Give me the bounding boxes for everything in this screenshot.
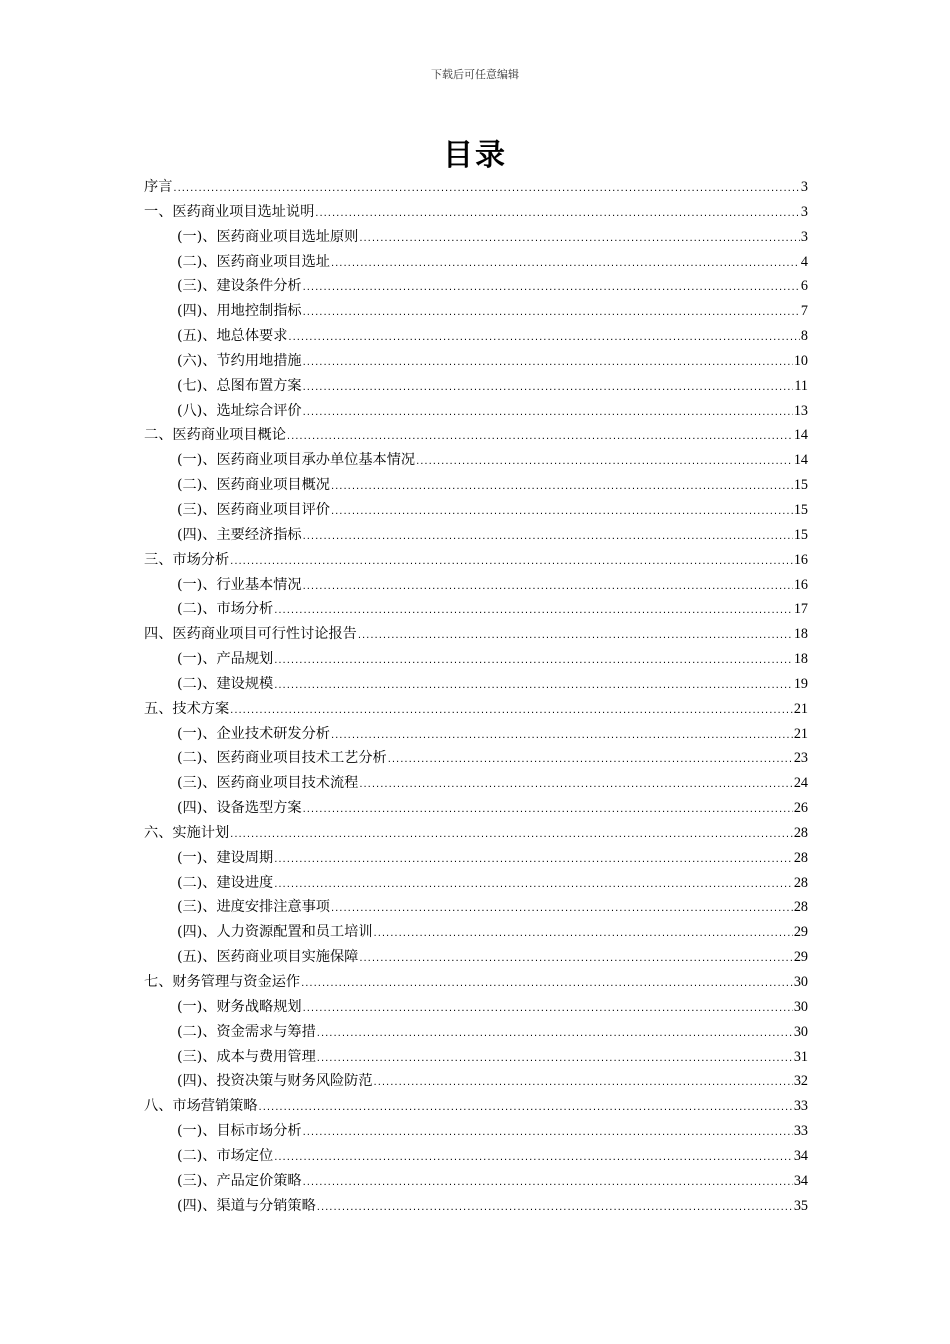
toc-entry[interactable] [144,324,808,349]
toc-entry-label[interactable]: (一)、企业技术研发分析 [177,725,330,742]
table-of-contents [144,175,808,1218]
toc-entry-page-number[interactable]: 30 [793,1023,808,1040]
toc-entry[interactable] [144,498,808,523]
toc-entry-page-number[interactable]: 33 [793,1098,808,1115]
toc-entry[interactable] [144,1169,808,1194]
toc-dot-leader [288,326,800,351]
toc-dot-leader [173,177,800,202]
toc-dot-leader [331,897,793,922]
toc-entry[interactable] [144,796,808,821]
toc-entry-label[interactable]: (一)、产品规划 [177,651,274,668]
toc-entry[interactable] [144,722,808,747]
toc-dot-leader [303,798,793,823]
toc-dot-leader [388,748,793,773]
toc-entry-page-number[interactable]: 15 [793,501,808,518]
toc-entry[interactable] [144,945,808,970]
toc-entry-label[interactable]: (一)、建设周期 [177,849,274,866]
toc-entry-label[interactable]: (二)、医药商业项目概况 [177,477,330,494]
toc-entry[interactable] [144,225,808,250]
toc-entry-page-number[interactable]: 17 [793,601,808,618]
toc-entry-label[interactable]: 四、医药商业项目可行性讨论报告 [144,626,357,643]
toc-entry-page-number[interactable]: 18 [793,651,808,668]
toc-entry-label[interactable]: (二)、医药商业项目选址 [177,253,330,270]
toc-entry-page-number[interactable]: 28 [793,824,808,841]
toc-entry-label[interactable]: 六、实施计划 [144,824,230,841]
toc-entry[interactable] [144,423,808,448]
toc-dot-leader [303,525,793,550]
toc-entry-label[interactable]: (二)、市场定位 [177,1147,274,1164]
toc-dot-leader [315,202,800,227]
toc-entry-page-number[interactable]: 28 [793,849,808,866]
toc-entry[interactable] [144,1045,808,1070]
toc-entry[interactable] [144,672,808,697]
toc-entry[interactable] [144,920,808,945]
toc-entry-page-number[interactable]: 3 [800,203,808,220]
toc-entry-label[interactable]: (八)、选址综合评价 [177,402,302,419]
toc-entry[interactable] [144,1069,808,1094]
toc-entry-label[interactable]: (二)、市场分析 [177,601,274,618]
toc-entry-label[interactable]: (二)、建设规模 [177,675,274,692]
toc-entry-page-number[interactable]: 21 [793,725,808,742]
toc-entry-page-number[interactable]: 16 [793,576,808,593]
toc-dot-leader [274,649,793,674]
toc-entry[interactable] [144,622,808,647]
toc-dot-leader [303,1121,793,1146]
toc-entry[interactable] [144,821,808,846]
toc-entry-label[interactable]: 二、医药商业项目概论 [144,427,286,444]
toc-entry[interactable] [144,1144,808,1169]
toc-entry[interactable] [144,1020,808,1045]
toc-entry-page-number[interactable]: 31 [793,1048,808,1065]
toc-dot-leader [331,252,800,277]
toc-entry-label[interactable]: (四)、人力资源配置和员工培训 [177,924,373,941]
toc-entry-page-number[interactable]: 30 [793,974,808,990]
toc-entry-label[interactable]: (四)、设备选型方案 [177,800,302,817]
toc-entry[interactable] [144,771,808,796]
toc-entry[interactable] [144,399,808,424]
toc-entry[interactable] [144,523,808,548]
toc-entry-label[interactable]: (一)、医药商业项目承办单位基本情况 [177,452,416,469]
toc-entry[interactable] [144,1194,808,1219]
toc-dot-leader [230,550,793,575]
toc-entry[interactable] [144,374,808,399]
toc-entry-page-number[interactable]: 21 [793,700,808,717]
toc-entry-page-number[interactable]: 8 [800,328,808,345]
toc-entry-page-number[interactable]: 30 [793,998,808,1015]
toc-entry[interactable] [144,200,808,225]
toc-entry[interactable] [144,299,808,324]
toc-entry[interactable] [144,746,808,771]
toc-dot-leader [416,450,793,475]
toc-entry-label[interactable]: (一)、财务战略规划 [177,998,302,1015]
toc-entry[interactable] [144,274,808,299]
toc-entry-label[interactable]: (四)、渠道与分销策略 [177,1197,316,1214]
toc-entry-label[interactable]: (四)、投资决策与财务风险防范 [177,1073,373,1090]
toc-dot-leader [317,1196,793,1221]
toc-dot-leader [317,1022,793,1047]
toc-entry-page-number[interactable]: 32 [793,1073,808,1090]
toc-entry-label[interactable]: (三)、医药商业项目评价 [177,501,330,518]
toc-entry[interactable] [144,871,808,896]
toc-entry-page-number[interactable]: 7 [800,303,808,320]
toc-entry[interactable] [144,473,808,498]
toc-entry-label[interactable]: (一)、医药商业项目选址原则 [177,228,359,245]
toc-entry-label[interactable]: (一)、行业基本情况 [177,576,302,593]
toc-entry-label[interactable]: 五、技术方案 [144,700,230,717]
toc-entry-page-number[interactable]: 23 [793,750,808,767]
toc-dot-leader [230,823,793,848]
toc-entry[interactable] [144,448,808,473]
toc-dot-leader [303,575,793,600]
toc-dot-leader [303,401,793,426]
toc-dot-leader [259,1096,793,1121]
toc-entry[interactable] [144,250,808,275]
toc-entry-page-number[interactable]: 29 [793,949,808,966]
toc-dot-leader [303,376,794,401]
toc-entry-page-number[interactable]: 13 [793,402,808,419]
toc-entry-label[interactable]: 七、财务管理与资金运作 [144,974,301,990]
toc-entry-page-number[interactable]: 29 [793,924,808,941]
toc-dot-leader [274,599,793,624]
toc-dot-leader [230,699,793,724]
toc-entry[interactable] [144,573,808,598]
toc-entry-page-number[interactable]: 28 [793,874,808,891]
toc-dot-leader [303,351,793,376]
toc-dot-leader [274,1146,793,1171]
toc-entry-label[interactable]: 一、医药商业项目选址说明 [144,203,315,220]
toc-entry[interactable] [144,970,808,995]
toc-dot-leader [359,947,792,972]
toc-entry-page-number[interactable]: 34 [793,1147,808,1164]
toc-entry-label[interactable]: (五)、地总体要求 [177,328,288,345]
toc-entry-label[interactable]: (三)、建设条件分析 [177,278,302,295]
toc-dot-leader [359,227,800,252]
toc-dot-leader [303,301,800,326]
toc-entry-page-number[interactable]: 11 [794,377,808,394]
toc-entry[interactable] [144,1119,808,1144]
toc-entry-label[interactable]: 八、市场营销策略 [144,1098,258,1115]
toc-entry-page-number[interactable]: 35 [793,1197,808,1214]
toc-dot-leader [274,674,793,699]
toc-entry-page-number[interactable]: 6 [800,278,808,295]
header-note: 下载后可任意编辑 [431,68,519,81]
toc-dot-leader [359,773,792,798]
toc-entry-page-number[interactable]: 15 [793,526,808,543]
toc-entry[interactable] [144,175,808,200]
toc-entry-page-number[interactable]: 34 [793,1172,808,1189]
toc-dot-leader [301,972,793,997]
toc-dot-leader [303,276,800,301]
toc-entry[interactable] [144,895,808,920]
toc-entry-page-number[interactable]: 10 [793,352,808,369]
toc-dot-leader [331,724,793,749]
toc-title: 目录 [443,138,507,173]
toc-entry[interactable] [144,995,808,1020]
toc-entry-page-number[interactable]: 3 [800,179,808,195]
toc-entry-label[interactable]: (三)、医药商业项目技术流程 [177,775,359,792]
toc-entry-page-number[interactable]: 15 [793,477,808,494]
toc-dot-leader [274,848,793,873]
toc-entry-page-number[interactable]: 28 [793,899,808,916]
toc-entry-label[interactable]: (六)、节约用地措施 [177,352,302,369]
toc-dot-leader [317,1047,793,1072]
toc-entry-label[interactable]: (一)、目标市场分析 [177,1123,302,1140]
toc-entry-page-number[interactable]: 26 [793,800,808,817]
toc-entry-label[interactable]: (二)、资金需求与筹措 [177,1023,316,1040]
toc-entry-page-number[interactable]: 3 [800,228,808,245]
toc-entry[interactable] [144,846,808,871]
toc-entry-label[interactable]: (三)、成本与费用管理 [177,1048,316,1065]
toc-entry-page-number[interactable]: 16 [793,551,808,568]
toc-dot-leader [358,624,793,649]
toc-entry-page-number[interactable]: 18 [793,626,808,643]
toc-entry-label[interactable]: (七)、总图布置方案 [177,377,302,394]
toc-entry-page-number[interactable]: 4 [800,253,808,270]
toc-dot-leader [303,1171,793,1196]
toc-entry[interactable] [144,548,808,573]
toc-entry-label[interactable]: (二)、医药商业项目技术工艺分析 [177,750,387,767]
toc-entry-label[interactable]: (三)、进度安排注意事项 [177,899,330,916]
toc-entry-label[interactable]: (四)、用地控制指标 [177,303,302,320]
toc-entry-page-number[interactable]: 33 [793,1123,808,1140]
toc-dot-leader [374,1071,793,1096]
toc-entry-label[interactable]: 序言 [144,179,173,195]
toc-dot-leader [331,500,793,525]
toc-dot-leader [274,873,793,898]
toc-entry-label[interactable]: (五)、医药商业项目实施保障 [177,949,359,966]
toc-entry-label[interactable]: 三、市场分析 [144,551,230,568]
toc-entry[interactable] [144,697,808,722]
toc-dot-leader [374,922,793,947]
toc-entry-page-number[interactable]: 14 [793,427,808,444]
toc-entry-page-number[interactable]: 24 [793,775,808,792]
toc-entry-page-number[interactable]: 19 [793,675,808,692]
toc-entry-label[interactable]: (二)、建设进度 [177,874,274,891]
toc-dot-leader [331,475,793,500]
toc-entry[interactable] [144,597,808,622]
toc-entry[interactable] [144,1094,808,1119]
toc-entry[interactable] [144,349,808,374]
toc-dot-leader [303,997,793,1022]
toc-dot-leader [287,425,793,450]
toc-entry-page-number[interactable]: 14 [793,452,808,469]
toc-entry-label[interactable]: (三)、产品定价策略 [177,1172,302,1189]
toc-entry-label[interactable]: (四)、主要经济指标 [177,526,302,543]
toc-entry[interactable] [144,647,808,672]
